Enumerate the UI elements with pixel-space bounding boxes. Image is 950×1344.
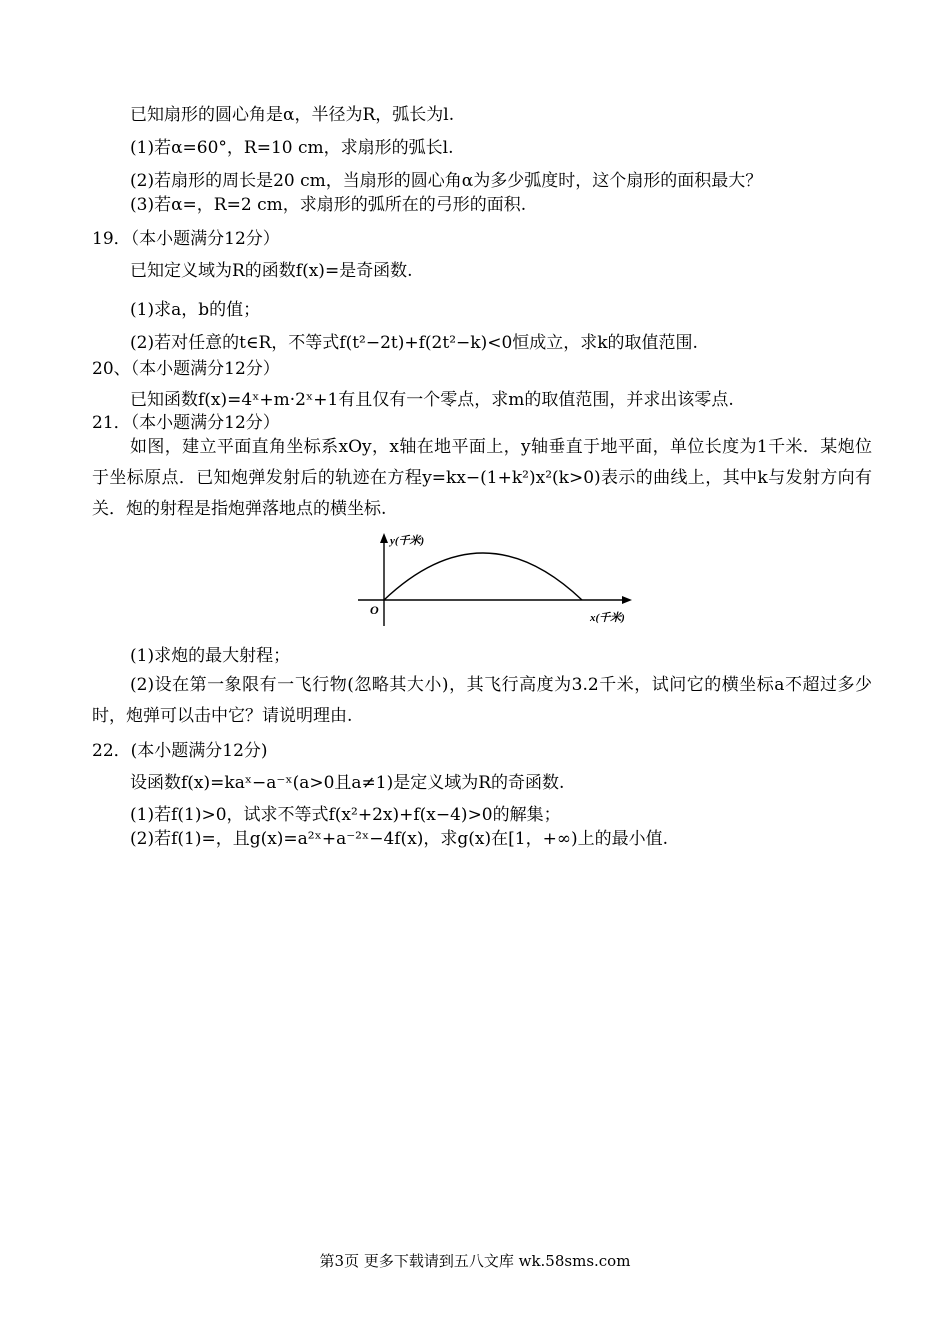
- q19-header: 19．（本小题满分12分）: [92, 229, 280, 249]
- q18-part-1: (1)若α=60°，R=10 cm，求扇形的弧长l.: [130, 138, 454, 158]
- trajectory-plot: [350, 528, 640, 628]
- x-axis-arrow: [622, 596, 632, 604]
- trajectory-figure: [350, 528, 640, 628]
- page-footer: 第3页 更多下载请到五八文库 wk.58sms.com: [319, 1252, 631, 1270]
- q20-stem: 已知函数f(x)=4ˣ+m·2ˣ+1有且仅有一个零点，求m的取值范围，并求出该零点.: [130, 390, 734, 410]
- q18-part-3: (3)若α=，R=2 cm，求扇形的弧所在的弓形的面积.: [130, 195, 527, 215]
- q18-stem: 已知扇形的圆心角是α，半径为R，弧长为l.: [130, 105, 455, 125]
- x-axis-label: x(千米): [590, 612, 625, 624]
- q21-header: 21．（本小题满分12分）: [92, 413, 280, 433]
- q19-stem: 已知定义域为R的函数f(x)=是奇函数.: [130, 261, 413, 281]
- q19-part-2: (2)若对任意的t∈R，不等式f(t²−2t)+f(2t²−k)<0恒成立，求k的取值范围.: [130, 333, 698, 353]
- q21-part-2: (2)设在第一象限有一飞行物(忽略其大小)，其飞行高度为3.2千米，试问它的横坐标a不超过多少时，炮弹可以击中它？请说明理由.: [92, 675, 872, 726]
- q20-header: 20、（本小题满分12分）: [92, 359, 280, 379]
- q22-part-2: (2)若f(1)=，且g(x)=a²ˣ+a⁻²ˣ−4f(x)，求g(x)在[1，+∞)上的最小值.: [130, 829, 669, 849]
- q22-part-1: (1)若f(1)>0，试求不等式f(x²+2x)+f(x−4)>0的解集；: [130, 805, 561, 825]
- trajectory-curve: [384, 553, 582, 600]
- origin-label: O: [370, 603, 379, 617]
- q22-stem: 设函数f(x)=kaˣ−a⁻ˣ(a>0且a≠1)是定义域为R的奇函数.: [130, 773, 565, 793]
- q18-part-2: (2)若扇形的周长是20 cm，当扇形的圆心角α为多少弧度时，这个扇形的面积最大？: [130, 171, 763, 191]
- y-axis-arrow: [380, 533, 388, 543]
- q19-part-1: (1)求a，b的值；: [130, 300, 261, 320]
- y-axis-label: y(千米): [390, 535, 425, 547]
- q22-header: 22．(本小题满分12分): [92, 741, 268, 761]
- q21-stem: 如图，建立平面直角坐标系xOy，x轴在地平面上，y轴垂直于地平面，单位长度为1千米．某炮位于坐标原点．已知炮弹发射后的轨迹在方程y=kx−(1+k²)x²(k>0)表示的曲线上，其中k与发射方向有关．炮的射程是指炮弹落地点的横坐标.: [92, 437, 872, 519]
- q21-part-1: (1)求炮的最大射程；: [130, 646, 291, 666]
